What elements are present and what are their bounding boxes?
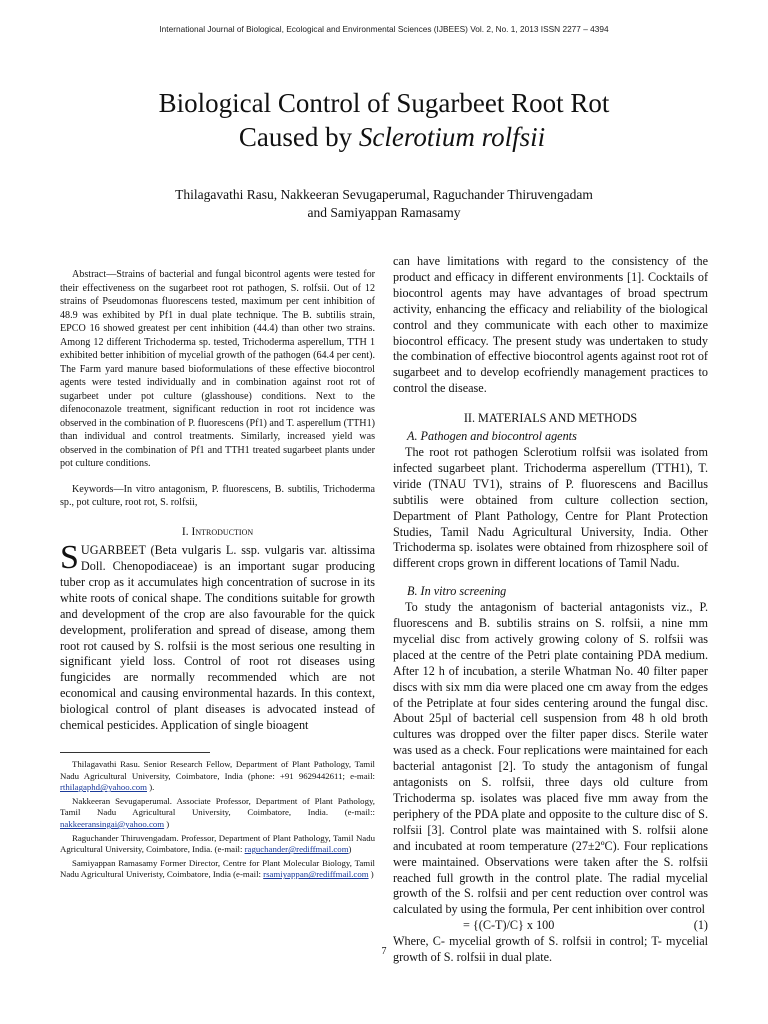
- screening-paragraph: To study the antagonism of bacterial antagonists viz., P. fluorescens and B. subtilis strains on S. rolfsii, a nine mm mycelial disc from actively growing colony of S. rolfsii was placed at the centre of the Petri plate containing PDA medium. After 12 h of incubation, a sterile Whatman No. 40 filter paper discs with six mm dia were placed one cm away from the edges of the Petriplate at four sides centering around the fungal disc. About 25µl of bacterial cell suspension from 48 h old broth cultures was dropped over the filter paper discs. Sterile water was used as a check. Four replications were maintained for each bacterial antagonist [2]. To study the antagonism of fungal antagonists on S. rolfsii, three days old culture from Trichoderma sp. isolates was placed five mm away from the periphery of the PDA plate and opposite to the culture disc of S. rolfsii [3]. Control plate was maintained with S. rolfsii alone and incubated at room temperature (27±2ºC). Four replications were maintained. Observations were taken after the S. rolfsii reached full growth in the control plate. The radial mycelial growth of the S. rolfsii and per cent reduction over control was calculated by using the formula, Per cent inhibition over control: [393, 600, 708, 917]
- keywords: Keywords—In vitro antagonism, P. fluorescens, B. subtilis, Trichoderma sp., pot culture, root rot, S. rolfsii,: [60, 483, 375, 508]
- equation: [393, 918, 708, 934]
- footnote-rule: [60, 752, 210, 753]
- email-link[interactable]: rsamiyappan@rediffmail.com: [263, 869, 369, 880]
- intro-text: UGARBEET (Beta vulgaris L. ssp. vulgaris var. altissima Doll. Chenopodiaceae) is an important sugar producing tuber crop as it accumulates high concentration of sucrose in its white roots of conical shape. The conditions suitable for growth and development of the crop are also favourable for the quick development, proliferation and spread of disease, among them root rot caused by S. rolfsii is the most serious one resulting in significant yield loss. Control of root rot diseases using fungicides are normally recommended which are not economical and causing environmental hazards. In this context, biological control of plant diseases is advocated instead of chemical pesticides. Application of single bioagent: [60, 543, 375, 733]
- intro-continued: can have limitations with regard to the consistency of the product and efficacy in different environments [1]. Cocktails of biocontrol agents may have advantages of broad spectrum activity, enhancing the efficacy and reliability of the biological control and they communicate with each other to maximize biocontrol efficacy. The present study was undertaken to study the combination of effective biocontrol agents against root rot of sugarbeet and to develop ecofriendly management practices to control the disease.: [393, 254, 708, 396]
- right-column: [393, 254, 708, 966]
- equation-definition: Where, C- mycelial growth of S. rolfsii in control; T- mycelial growth of S. rolfsii in dual plate.: [393, 934, 708, 965]
- page-number: 7: [381, 946, 387, 957]
- drop-cap: S: [60, 539, 79, 577]
- abstract: Abstract—Strains of bacterial and fungal bicontrol agents were tested for their effectiveness on the sugarbeet root rot pathogen, S. rolfsii. Out of 12 strains of Pseudomonas fluorescens tested, maximum per cent inhibition of 48.9 was exhibited by Pf1 in dual plate technique. The B. subtilis strain, EPCO 16 showed greatest per cent inhibition (44.4) than other two strains. Among 12 different Trichoderma sp. tested, Trichoderma asperellum, TTH 1 exhibited better inhibition of mycelial growth of the pathogen (64.4 per cent). The Farm yard manure based bioformulations of these effective biocontrol agents were tested individually and in combination against root rot of sugarbeet under pot culture (glasshouse) conditions. Next to the difenoconazole treatment, significant reduction in root rot incidence was observed in the combination of P. fluorescens (Pf1) and T. asperellum (TTH1) than individual and control treatments. Similarly, increased yield was observed in the combination of Pf1 and TTH1 treated sugarbeet plants under pot culture conditions.: [60, 269, 375, 469]
- authors: [60, 186, 708, 222]
- subsection-a-heading: A. Pathogen and biocontrol agents: [407, 429, 577, 444]
- journal-header: International Journal of Biological, Ecological and Environmental Sciences (IJBEES) Vol. 2, No. 1, 2013 ISSN 2277 – 4394: [159, 24, 609, 34]
- email-link[interactable]: raguchander@rediffmail.com: [244, 844, 349, 855]
- intro-paragraph: [60, 539, 375, 734]
- email-link[interactable]: nakkeeransingai@yahoo.com: [60, 818, 165, 829]
- footnote: Raguchander Thiruvengadam. Professor, Department of Plant Pathology, Tamil Nadu Agricultural University, Coimbatore, India. (e-mail: raguchander@rediffmail.com): [60, 832, 375, 855]
- methods-heading: II. MATERIALS AND METHODS: [463, 411, 638, 426]
- footnote: Nakkeeran Sevugaperumal. Associate Professor, Department of Plant Pathology, Tamil Nadu Agricultural University, Coimbatore, India. (e-mail:: nakkeeransingai@yahoo.com ): [60, 795, 375, 829]
- authors-line-2: and Samiyappan Ramasamy: [307, 205, 461, 220]
- title-line-2: Caused by Sclerotium rolfsii: [238, 122, 546, 152]
- subsection-b-heading: B. In vitro screening: [407, 584, 507, 599]
- equation-number: (1): [693, 918, 708, 933]
- authors-line-1: Thilagavathi Rasu, Nakkeeran Sevugaperumal, Raguchander Thiruvengadam: [175, 187, 593, 202]
- title-line-1: Biological Control of Sugarbeet Root Rot: [158, 88, 610, 118]
- paper-title: [40, 86, 728, 154]
- footnote: Samiyappan Ramasamy Former Director, Centre for Plant Molecular Biology, Tamil Nadu Agricultural Univeristy, Coimbatore, India (e-mail: rsamiyappan@rediffmail.com ): [60, 857, 375, 880]
- pathogen-paragraph: The root rot pathogen Sclerotium rolfsii was isolated from infected sugarbeet plant. Trichoderma asperellum (TTH1), T. viride (TNAU TV1), strains of P. fluorescens and Bacillus subtilis were obtained from culture collection section, Department of Plant Pathology, Centre for Plant Protection Studies, Tamil Nadu Agricultural University, India. Other Trichoderma sp. isolates were obtained from rhizosphere soil of different crops grown in different locations of Tamil Nadu.: [393, 444, 708, 571]
- footnotes: [60, 759, 375, 881]
- intro-heading: I. Introduction: [181, 524, 254, 538]
- equation-body: = {(C-T)/C} x 100: [463, 918, 555, 933]
- email-link[interactable]: rthilagaphd@yahoo.com: [60, 782, 148, 793]
- footnote: Thilagavathi Rasu. Senior Research Fellow, Department of Plant Pathology, Tamil Nadu Agricultural University, Coimbatore, India (phone: +91 9629442611; e-mail: rthilagaphd@yahoo.com ).: [60, 758, 375, 793]
- left-column: [60, 268, 375, 883]
